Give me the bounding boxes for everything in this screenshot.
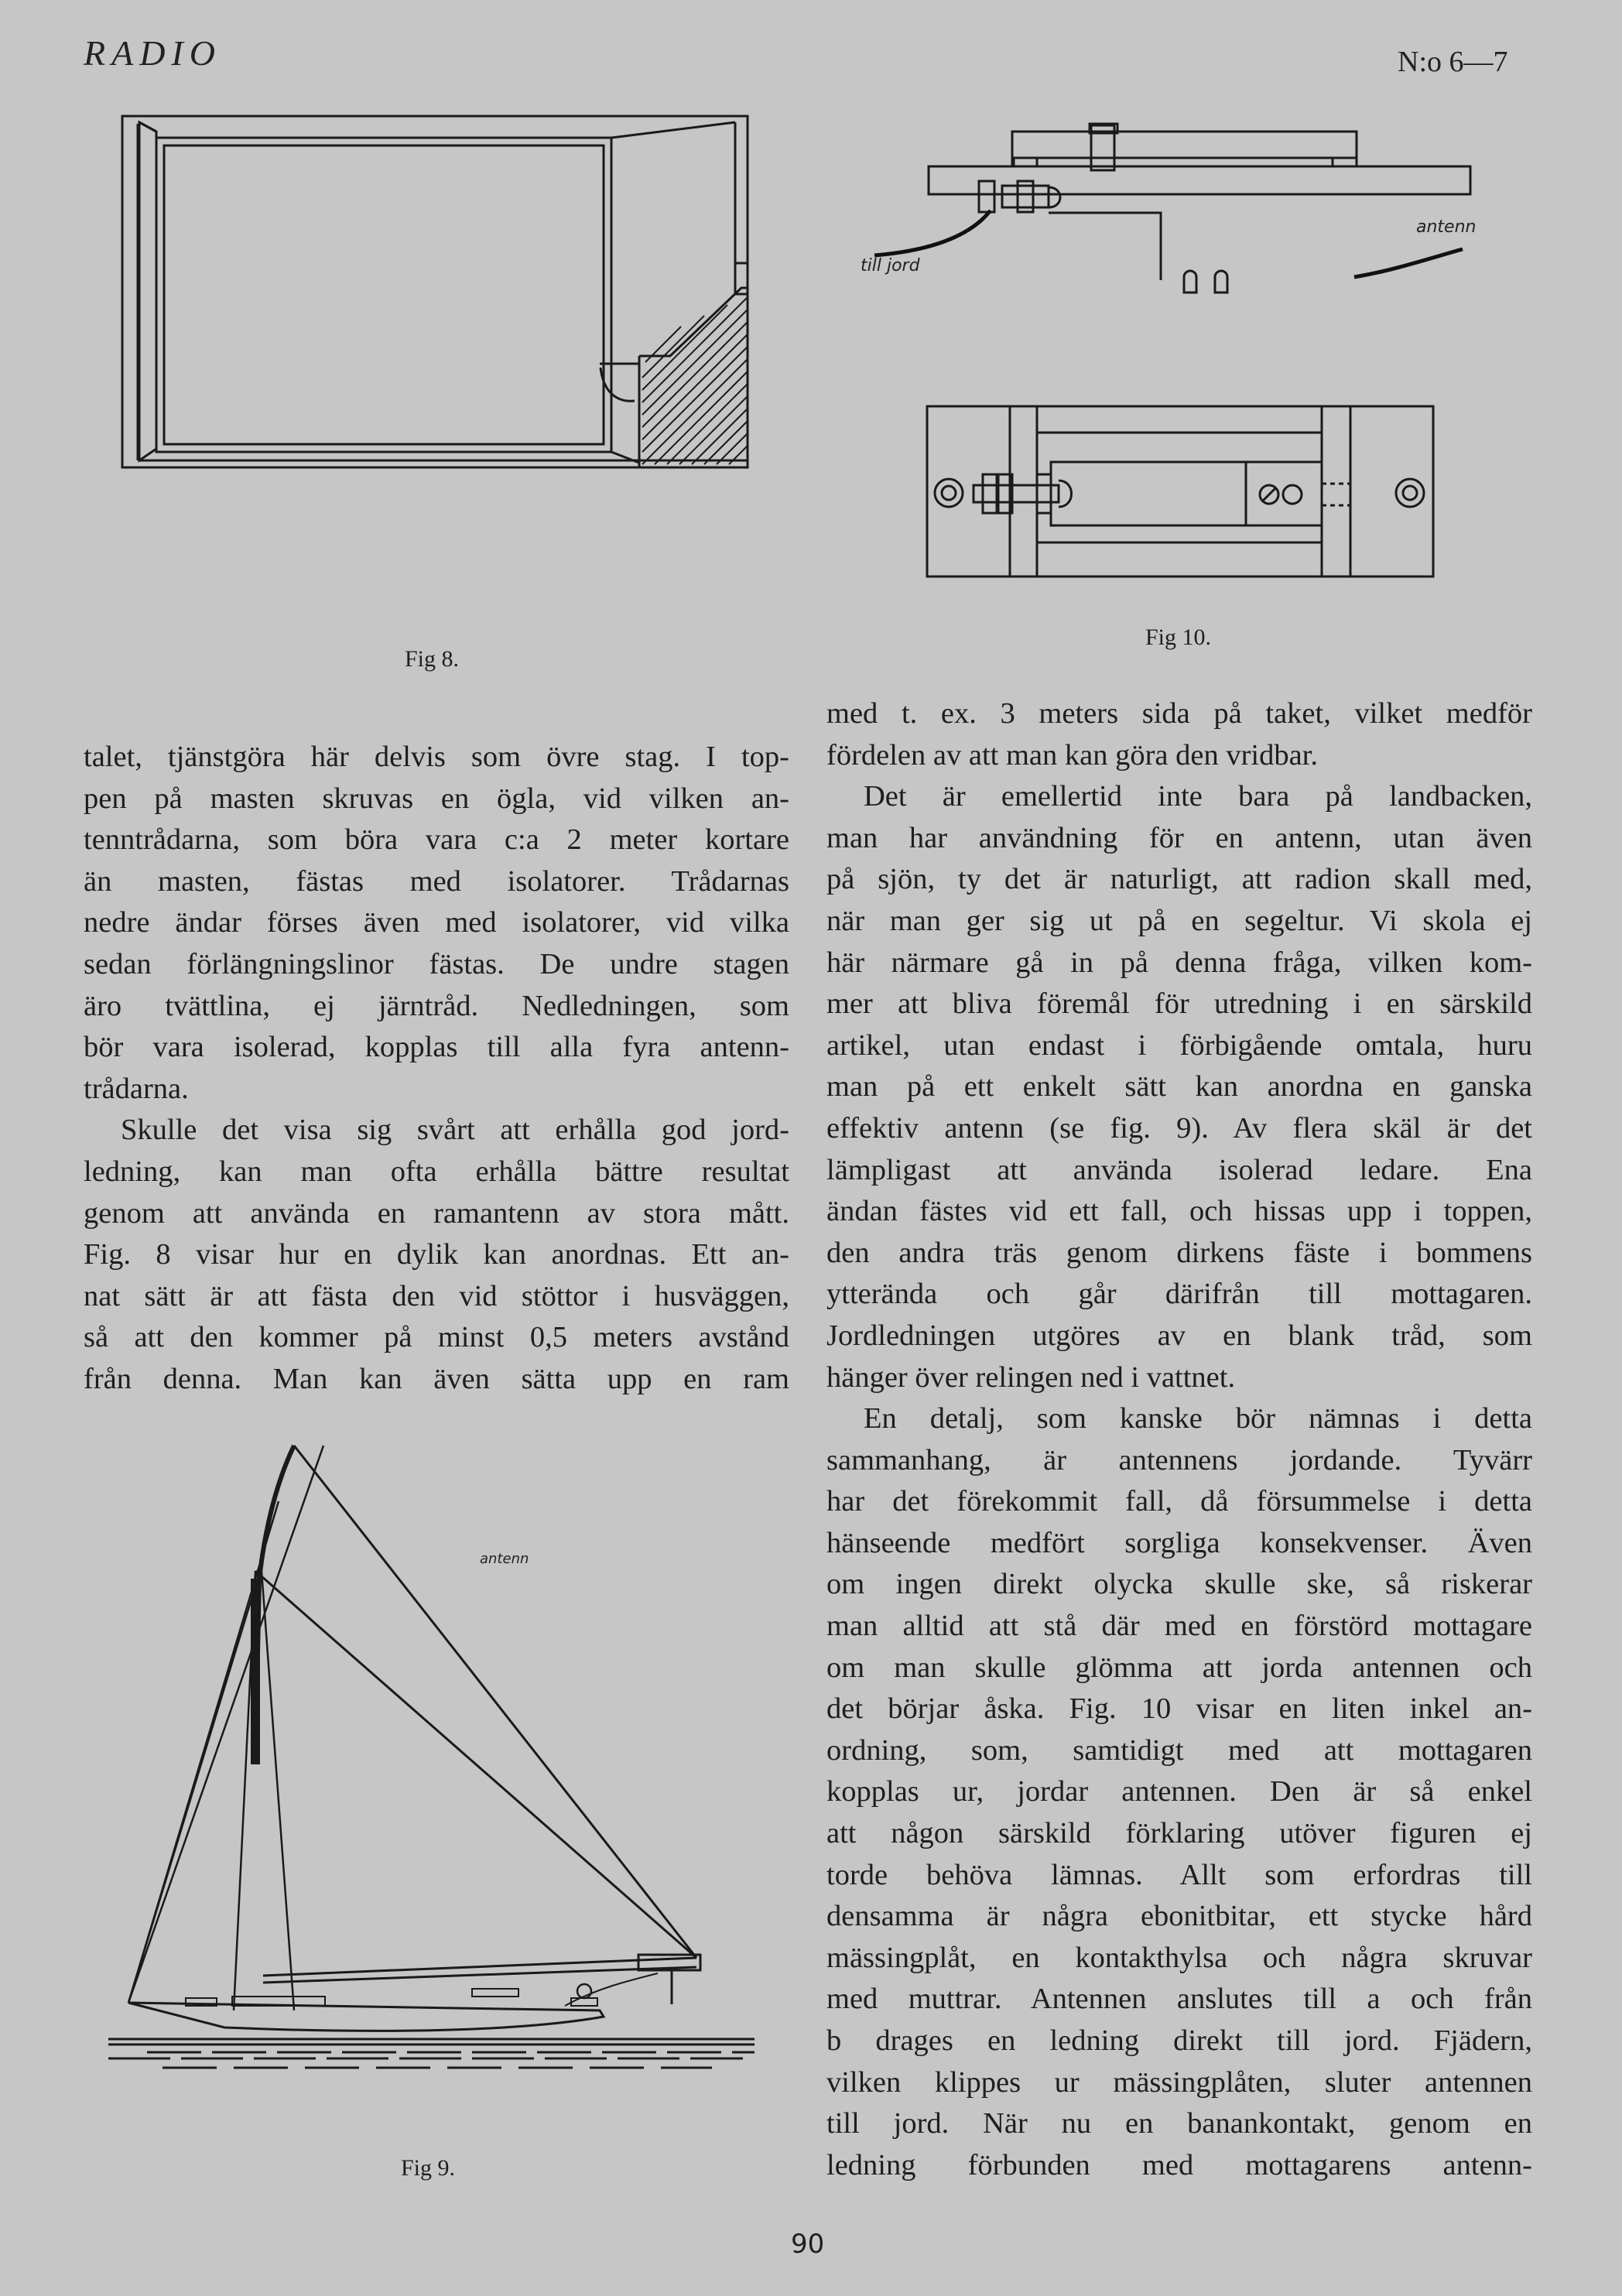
text-line: kopplas ur, jordar antennen. Den är så enkel — [826, 1775, 1532, 1808]
text-line: den andra träs genom dirkens fäste i bommens — [826, 1236, 1532, 1269]
text-line: ytterända och går därifrån till mottagaren. — [826, 1278, 1532, 1311]
text-line: trådarna. — [84, 1072, 189, 1105]
magazine-title: RADIO — [84, 33, 221, 73]
text-line: Det är emellertid inte bara på landbacken, — [864, 780, 1532, 813]
figure-8-drawing — [116, 108, 766, 635]
figure-9-drawing — [101, 1439, 766, 2136]
right-column-text — [826, 693, 1532, 2186]
text-line: vilken klippes ur mässingplåten, sluter antennen — [826, 2065, 1532, 2099]
text-line: det börjar åska. Fig. 10 visar en liten inkel an- — [826, 1692, 1532, 1726]
text-line: effektiv antenn (se fig. 9). Av flera skäl är det — [826, 1111, 1532, 1145]
text-line: äro tvättlina, ej järntråd. Nedledningen, som — [84, 989, 789, 1022]
text-line: om ingen direkt olycka skulle ske, så riskerar — [826, 1568, 1532, 1601]
text-line: densamma är några ebonitbitar, ett stycke hård — [826, 1900, 1532, 1933]
text-line: lämpligast att använda isolerad ledare. Ena — [826, 1153, 1532, 1186]
text-line: har det förekommit fall, då försummelse i detta — [826, 1485, 1532, 1518]
figure-10-grounding-switch-side — [851, 116, 1548, 317]
text-line: Skulle det visa sig svårt att erhålla god jord- — [121, 1114, 789, 1147]
text-line: ledning förbunden med mottagarens antenn- — [826, 2148, 1532, 2181]
text-line: från denna. Man kan även sätta upp en ram — [84, 1362, 789, 1395]
text-line: om man skulle glömma att jorda antennen och — [826, 1651, 1532, 1684]
text-line: med muttrar. Antennen anslutes till a och från — [826, 1983, 1532, 2016]
left-column-text — [84, 737, 789, 1401]
text-line: så att den kommer på minst 0,5 meters avstånd — [84, 1321, 789, 1354]
text-line: bör vara isolerad, kopplas till alla fyra antenn- — [84, 1031, 789, 1064]
text-line: nat sätt är att fästa den vid stöttor i husväggen, — [84, 1279, 789, 1312]
figure-9-sailboat-antenna — [101, 1439, 766, 2136]
text-line: sedan förlängningslinor fästas. De undre stagen — [84, 947, 789, 980]
figure-10-grounding-switch-top — [921, 399, 1447, 592]
figure-10-side-drawing — [851, 116, 1548, 317]
text-line: genom att använda en ramantenn av stora mått. — [84, 1196, 789, 1230]
issue-number: N:o 6—7 — [1398, 46, 1508, 78]
figure-10-caption: Fig 10. — [1145, 624, 1212, 650]
figure-10-top-drawing — [921, 399, 1447, 592]
figure-8-frame-antenna — [116, 108, 766, 635]
text-line: b drages en ledning direkt till jord. Fjädern, — [826, 2024, 1532, 2057]
text-line: här närmare gå in på denna fråga, vilken kom- — [826, 946, 1532, 979]
text-line: man har användning för en antenn, utan även — [826, 821, 1532, 854]
text-line: hänseende medfört sorgliga konsekvenser. Även — [826, 1526, 1532, 1559]
text-line: ledning, kan man ofta erhålla bättre resultat — [84, 1155, 789, 1188]
text-line: med t. ex. 3 meters sida på taket, vilket medför — [826, 697, 1532, 730]
figure-9-caption: Fig 9. — [401, 2155, 456, 2181]
text-line: En detalj, som kanske bör nämnas i detta — [864, 1402, 1532, 1435]
text-line: att någon särskild förklaring utöver figuren ej — [826, 1817, 1532, 1850]
text-line: Fig. 8 visar hur en dylik kan anordnas. Ett an- — [84, 1238, 789, 1271]
page-number: 90 — [791, 2229, 825, 2260]
text-line: tenntrådarna, som böra vara c:a 2 meter kortare — [84, 823, 789, 857]
text-line: på sjön, ty det är naturligt, att radion skall med, — [826, 863, 1532, 896]
text-line: än masten, fästas med isolatorer. Trådarnas — [84, 864, 789, 898]
text-line: talet, tjänstgöra här delvis som övre stag. I top- — [84, 741, 789, 773]
label-till-jord: till jord — [861, 256, 920, 275]
text-line: när man ger sig ut på en segeltur. Vi skola ej — [826, 904, 1532, 937]
wall-hatching — [642, 297, 748, 464]
text-line: man på ett enkelt sätt kan anordna en ganska — [826, 1070, 1532, 1104]
label-antenn-sail: antenn — [480, 1551, 529, 1567]
text-line: torde behöva lämnas. Allt som erfordras till — [826, 1858, 1532, 1891]
figure-8-caption: Fig 8. — [405, 646, 460, 672]
text-line: Jordledningen utgöres av en blank tråd, som — [826, 1319, 1532, 1352]
text-line: till jord. När nu en banankontakt, genom en — [826, 2107, 1532, 2140]
text-line: artikel, utan endast i förbigående omtala, huru — [826, 1028, 1532, 1062]
label-antenn: antenn — [1416, 217, 1477, 237]
text-line: pen på masten skruvas en ögla, vid vilken an- — [84, 782, 789, 815]
text-line: mässingplåt, en kontakthylsa och några skruvar — [826, 1941, 1532, 1974]
water-lines — [108, 2039, 755, 2068]
text-line: mer att bliva föremål för utredning i en särskild — [826, 987, 1532, 1021]
text-line: hänger över relingen ned i vattnet. — [826, 1360, 1236, 1394]
text-line: fördelen av att man kan göra den vridbar. — [826, 738, 1319, 772]
text-line: nedre ändar förses även med isolatorer, vid vilka — [84, 906, 789, 939]
text-line: ordning, som, samtidigt med att mottagaren — [826, 1733, 1532, 1767]
text-line: sammanhang, är antennens jordande. Tyvärr — [826, 1443, 1532, 1476]
text-line: ändan fästes vid ett fall, och hissas upp i toppen, — [826, 1195, 1532, 1228]
text-line: man alltid att stå där med en förstörd mottagare — [826, 1610, 1532, 1643]
